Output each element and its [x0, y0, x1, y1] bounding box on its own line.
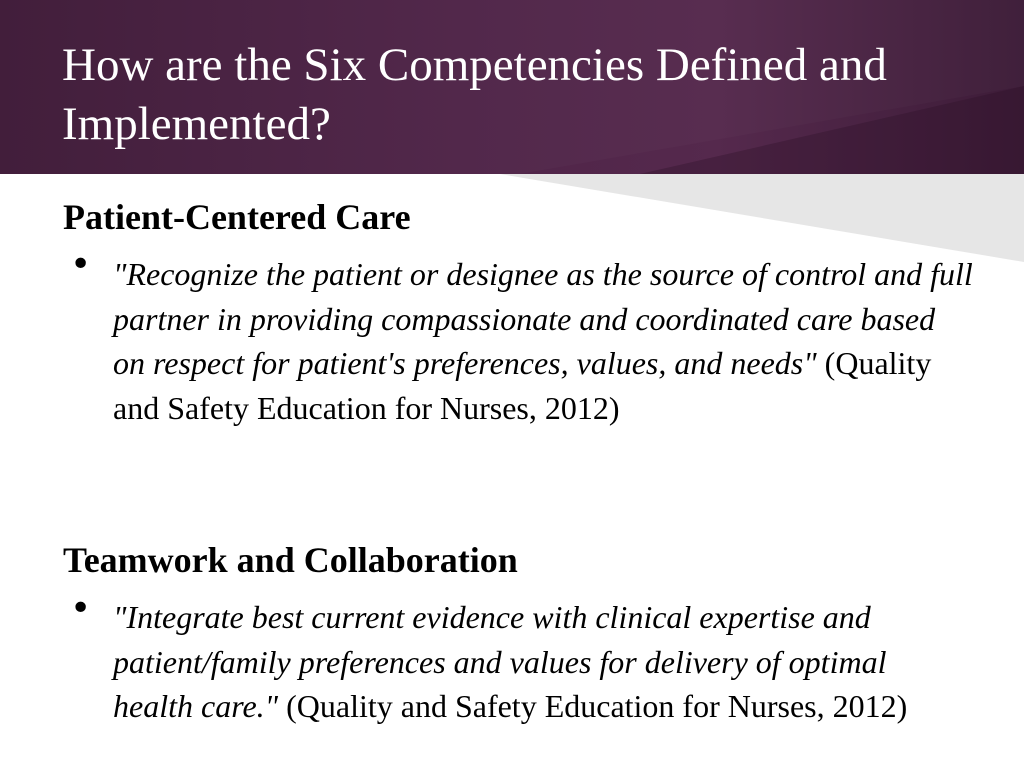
bullet-icon: • — [70, 244, 92, 285]
definition-quote: "Integrate best current evidence with clinical expertise and patient/family preferences and values for delivery of optimal health care." — [113, 599, 887, 724]
definition-quote: "Recognize the patient or designee as the source of control and full partner in providing compassionate and coordinated care based on respect for patient's preferences, values, and needs" — [113, 256, 973, 381]
bullet-patient-centered-care — [113, 252, 973, 430]
slide-title: How are the Six Competencies Defined and Implemented? — [62, 39, 887, 150]
section-heading-patient-centered-care: Patient-Centered Care — [63, 197, 411, 237]
bullet-teamwork-and-collaboration — [113, 595, 973, 729]
section-heading-teamwork-and-collaboration: Teamwork and Collaboration — [63, 540, 518, 580]
bullet-icon: • — [70, 588, 92, 629]
citation: (Quality and Safety Education for Nurses, 2012) — [113, 345, 932, 426]
citation: (Quality and Safety Education for Nurses, 2012) — [278, 688, 908, 724]
